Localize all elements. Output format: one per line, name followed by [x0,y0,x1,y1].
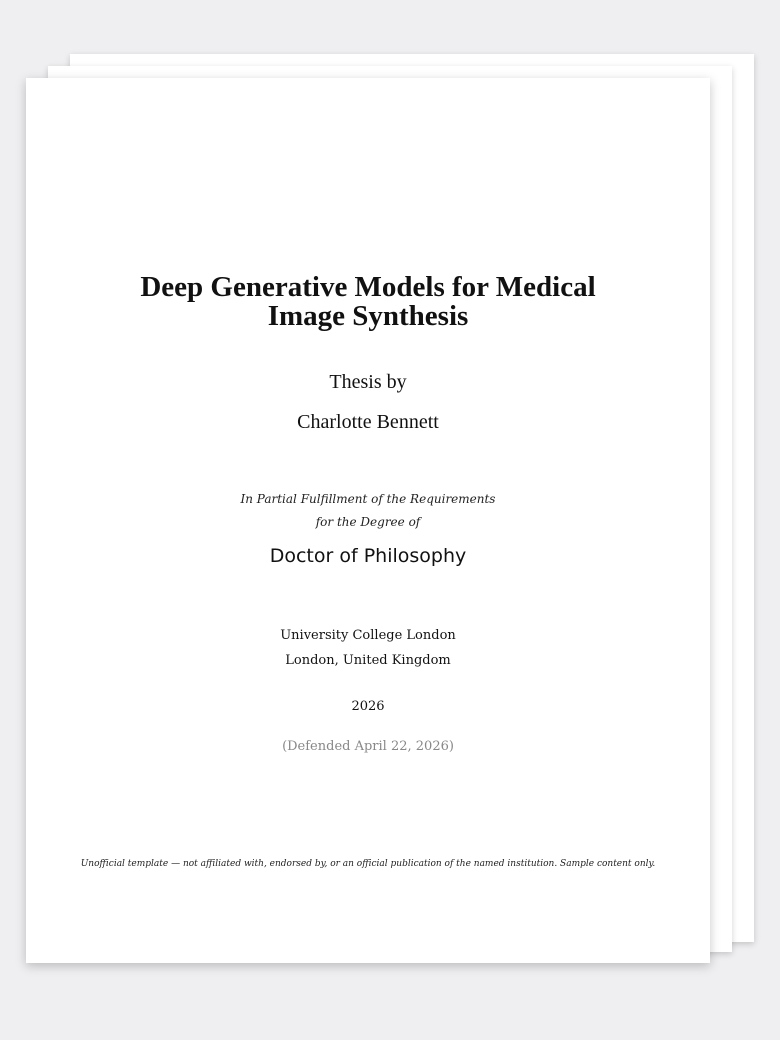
defense-date: (Defended April 22, 2026) [282,739,454,754]
disclaimer-note: Unofficial template — not affiliated with, endorsed by, or an official publication of the named institution. Sample content only. [80,859,656,869]
thesis-title [66,273,670,331]
author-name: Charlotte Bennett [297,411,439,433]
institution-location: London, United Kingdom [285,653,451,668]
fulfillment-statement [26,488,710,534]
thesis-title-line-1: Deep Generative Models for Medical [140,271,596,303]
degree-name: Doctor of Philosophy [269,545,467,567]
title-page [26,78,710,963]
fulfillment-line-1: In Partial Fulfillment of the Requirements [240,492,496,506]
title-page-content [26,78,710,963]
byline: Thesis by [329,371,407,393]
submission-year: 2026 [351,699,385,714]
thesis-title-line-2: Image Synthesis [267,300,469,332]
fulfillment-line-2: for the Degree of [315,515,421,529]
institution-name: University College London [280,628,456,643]
institution-block [26,623,710,673]
